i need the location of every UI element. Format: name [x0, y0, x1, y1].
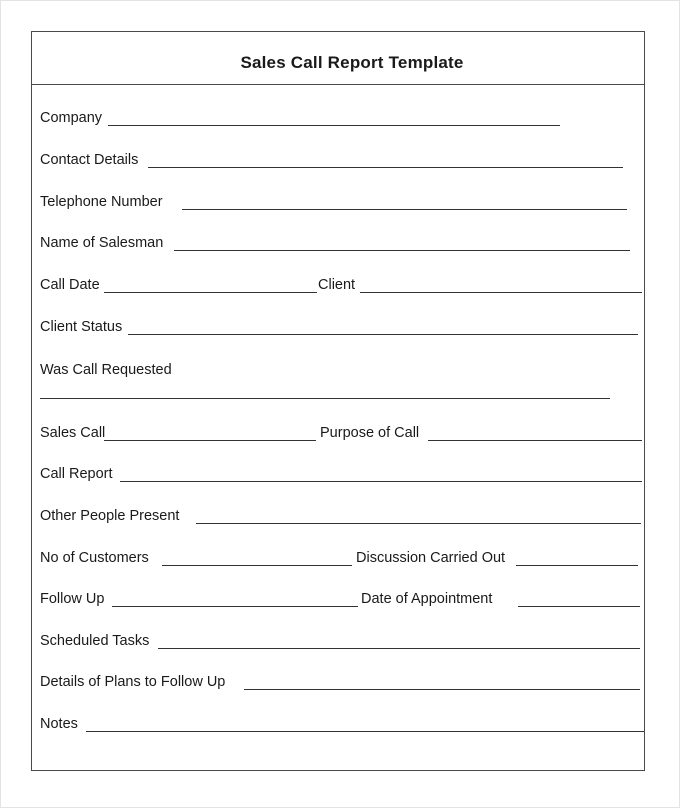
scheduled-tasks-field[interactable] — [158, 648, 640, 649]
date-of-appointment-field[interactable] — [518, 606, 640, 607]
call-date-label: Call Date — [40, 277, 100, 293]
form-title: Sales Call Report Template — [240, 53, 464, 72]
client-status-label: Client Status — [40, 319, 123, 335]
discussion-carried-out-label: Discussion Carried Out — [356, 550, 506, 566]
sales-call-label: Sales Call — [40, 425, 106, 441]
contact-details-field[interactable] — [148, 167, 623, 168]
form-header — [32, 32, 644, 85]
call-date-field[interactable] — [104, 292, 317, 293]
sales-call-report-form — [31, 31, 645, 771]
telephone-number-field[interactable] — [182, 209, 627, 210]
follow-up-field[interactable] — [112, 606, 358, 607]
telephone-number-label: Telephone Number — [40, 194, 163, 210]
other-people-present-field[interactable] — [196, 523, 641, 524]
sales-call-field[interactable] — [104, 440, 316, 441]
was-call-requested-label: Was Call Requested — [40, 362, 172, 378]
client-label: Client — [318, 277, 356, 293]
notes-label: Notes — [40, 716, 78, 732]
date-of-appointment-label: Date of Appointment — [361, 591, 493, 607]
call-report-label: Call Report — [40, 466, 113, 482]
contact-details-label: Contact Details — [40, 152, 139, 168]
call-report-field[interactable] — [120, 481, 642, 482]
name-of-salesman-field[interactable] — [174, 250, 630, 251]
purpose-of-call-label: Purpose of Call — [320, 425, 420, 441]
other-people-present-label: Other People Present — [40, 508, 180, 524]
company-field[interactable] — [108, 125, 560, 126]
discussion-carried-out-field[interactable] — [516, 565, 638, 566]
details-of-plans-field[interactable] — [244, 689, 640, 690]
scheduled-tasks-label: Scheduled Tasks — [40, 633, 150, 649]
details-of-plans-label: Details of Plans to Follow Up — [40, 674, 226, 690]
client-field[interactable] — [360, 292, 642, 293]
notes-field[interactable] — [86, 731, 644, 732]
client-status-field[interactable] — [128, 334, 638, 335]
purpose-of-call-field[interactable] — [428, 440, 642, 441]
company-label: Company — [40, 110, 103, 126]
no-of-customers-label: No of Customers — [40, 550, 149, 566]
no-of-customers-field[interactable] — [162, 565, 352, 566]
name-of-salesman-label: Name of Salesman — [40, 235, 164, 251]
follow-up-label: Follow Up — [40, 591, 105, 607]
was-call-requested-field[interactable] — [40, 398, 610, 399]
